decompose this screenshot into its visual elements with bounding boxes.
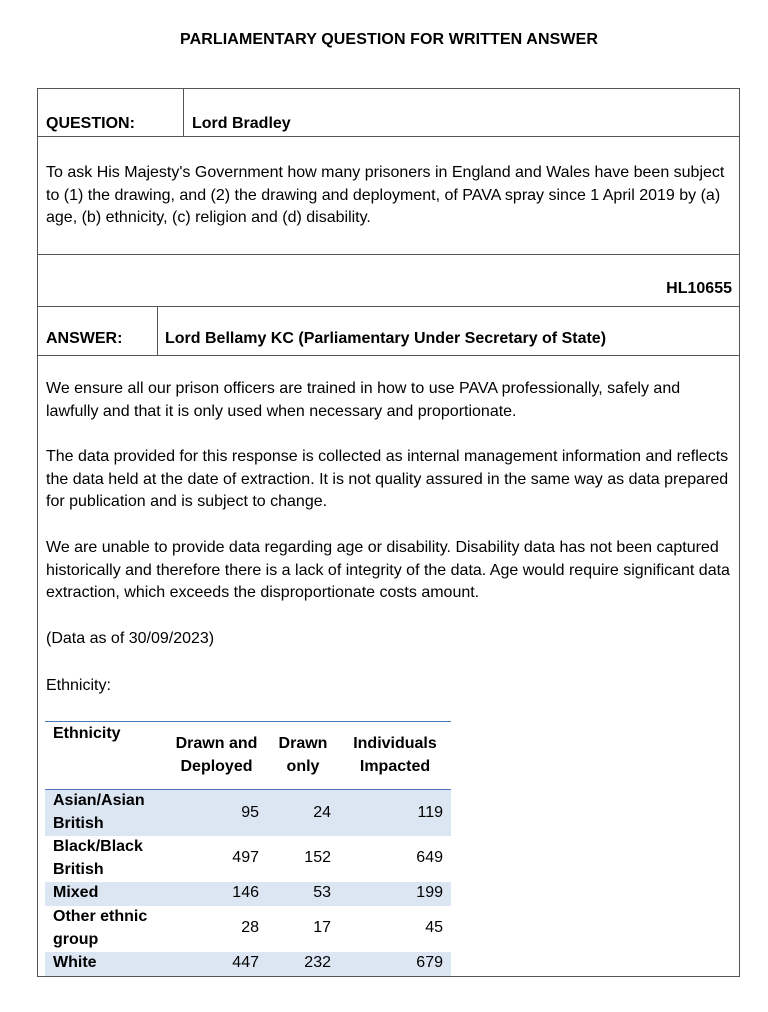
row-category: White	[45, 952, 166, 976]
table-row	[45, 836, 451, 882]
header-ethnicity: Ethnicity	[53, 725, 121, 742]
header-drawn-and-deployed: Drawn and Deployed	[175, 735, 258, 775]
row-category: Black/Black British	[53, 838, 143, 878]
row-drawn-and-deployed: 95	[166, 790, 267, 836]
answer-divider	[157, 306, 158, 355]
ethnicity-heading: Ethnicity:	[46, 677, 111, 694]
row-category: Other ethnic group	[53, 908, 148, 948]
table-row	[45, 790, 451, 836]
table-row	[45, 906, 451, 952]
question-label: QUESTION:	[46, 115, 135, 132]
answer-answerer: Lord Bellamy KC (Parliamentary Under Secretary of State)	[165, 330, 607, 347]
row-individuals-impacted: 199	[339, 882, 451, 906]
row-individuals-impacted: 45	[425, 919, 443, 937]
pq-frame	[37, 88, 740, 977]
question-divider	[183, 89, 184, 136]
table-row	[45, 882, 451, 906]
rule	[38, 306, 739, 307]
row-individuals-impacted: 119	[339, 790, 451, 836]
answer-label: ANSWER:	[46, 330, 123, 347]
row-drawn-only: 152	[304, 849, 331, 867]
header-drawn-only: Drawn only	[278, 735, 328, 775]
row-drawn-only: 232	[267, 952, 339, 976]
answer-paragraph: We ensure all our prison officers are trained in how to use PAVA professionally, safely and lawfully and that it is only used when necessary and proportionate.	[46, 380, 681, 420]
row-individuals-impacted: 649	[416, 849, 443, 867]
question-text: To ask His Majesty's Government how many prisoners in England and Wales have been subject to (1) the drawing, and (2) the drawing and deployment, of PAVA spray since 1 April 2019 by (a) age, (b) ethnicity, (c) religion and (d) disability.	[46, 164, 725, 226]
header-individuals-impacted: Individuals Impacted	[353, 735, 437, 775]
row-category: Asian/Asian British	[45, 790, 166, 836]
rule	[38, 136, 739, 137]
answer-paragraph: The data provided for this response is collected as internal management information and reflects the data held at the date of extraction. It is not quality assured in the same way as data prepared for publication and is subject to change.	[46, 448, 729, 510]
question-asker: Lord Bradley	[192, 115, 291, 132]
answer-paragraph: We are unable to provide data regarding age or disability. Disability data has not been captured historically and therefore there is a lack of integrity of the data. Age would require significant data extraction, which exceeds the disproportionate costs amount.	[46, 539, 730, 601]
document-title: PARLIAMENTARY QUESTION FOR WRITTEN ANSWER	[179, 31, 598, 48]
row-drawn-only: 17	[313, 919, 331, 937]
ethnicity-table	[45, 721, 451, 976]
row-drawn-only: 53	[267, 882, 339, 906]
row-drawn-and-deployed: 28	[241, 919, 259, 937]
row-drawn-and-deployed: 497	[232, 849, 259, 867]
table-header-row	[45, 722, 451, 790]
question-reference: HL10655	[666, 280, 732, 297]
table-row	[45, 952, 451, 976]
row-drawn-and-deployed: 146	[166, 882, 267, 906]
rule	[38, 254, 739, 255]
row-individuals-impacted: 679	[339, 952, 451, 976]
data-date-note: (Data as of 30/09/2023)	[46, 630, 215, 647]
row-category: Mixed	[45, 882, 166, 906]
rule	[38, 355, 739, 356]
row-drawn-only: 24	[267, 790, 339, 836]
row-drawn-and-deployed: 447	[166, 952, 267, 976]
